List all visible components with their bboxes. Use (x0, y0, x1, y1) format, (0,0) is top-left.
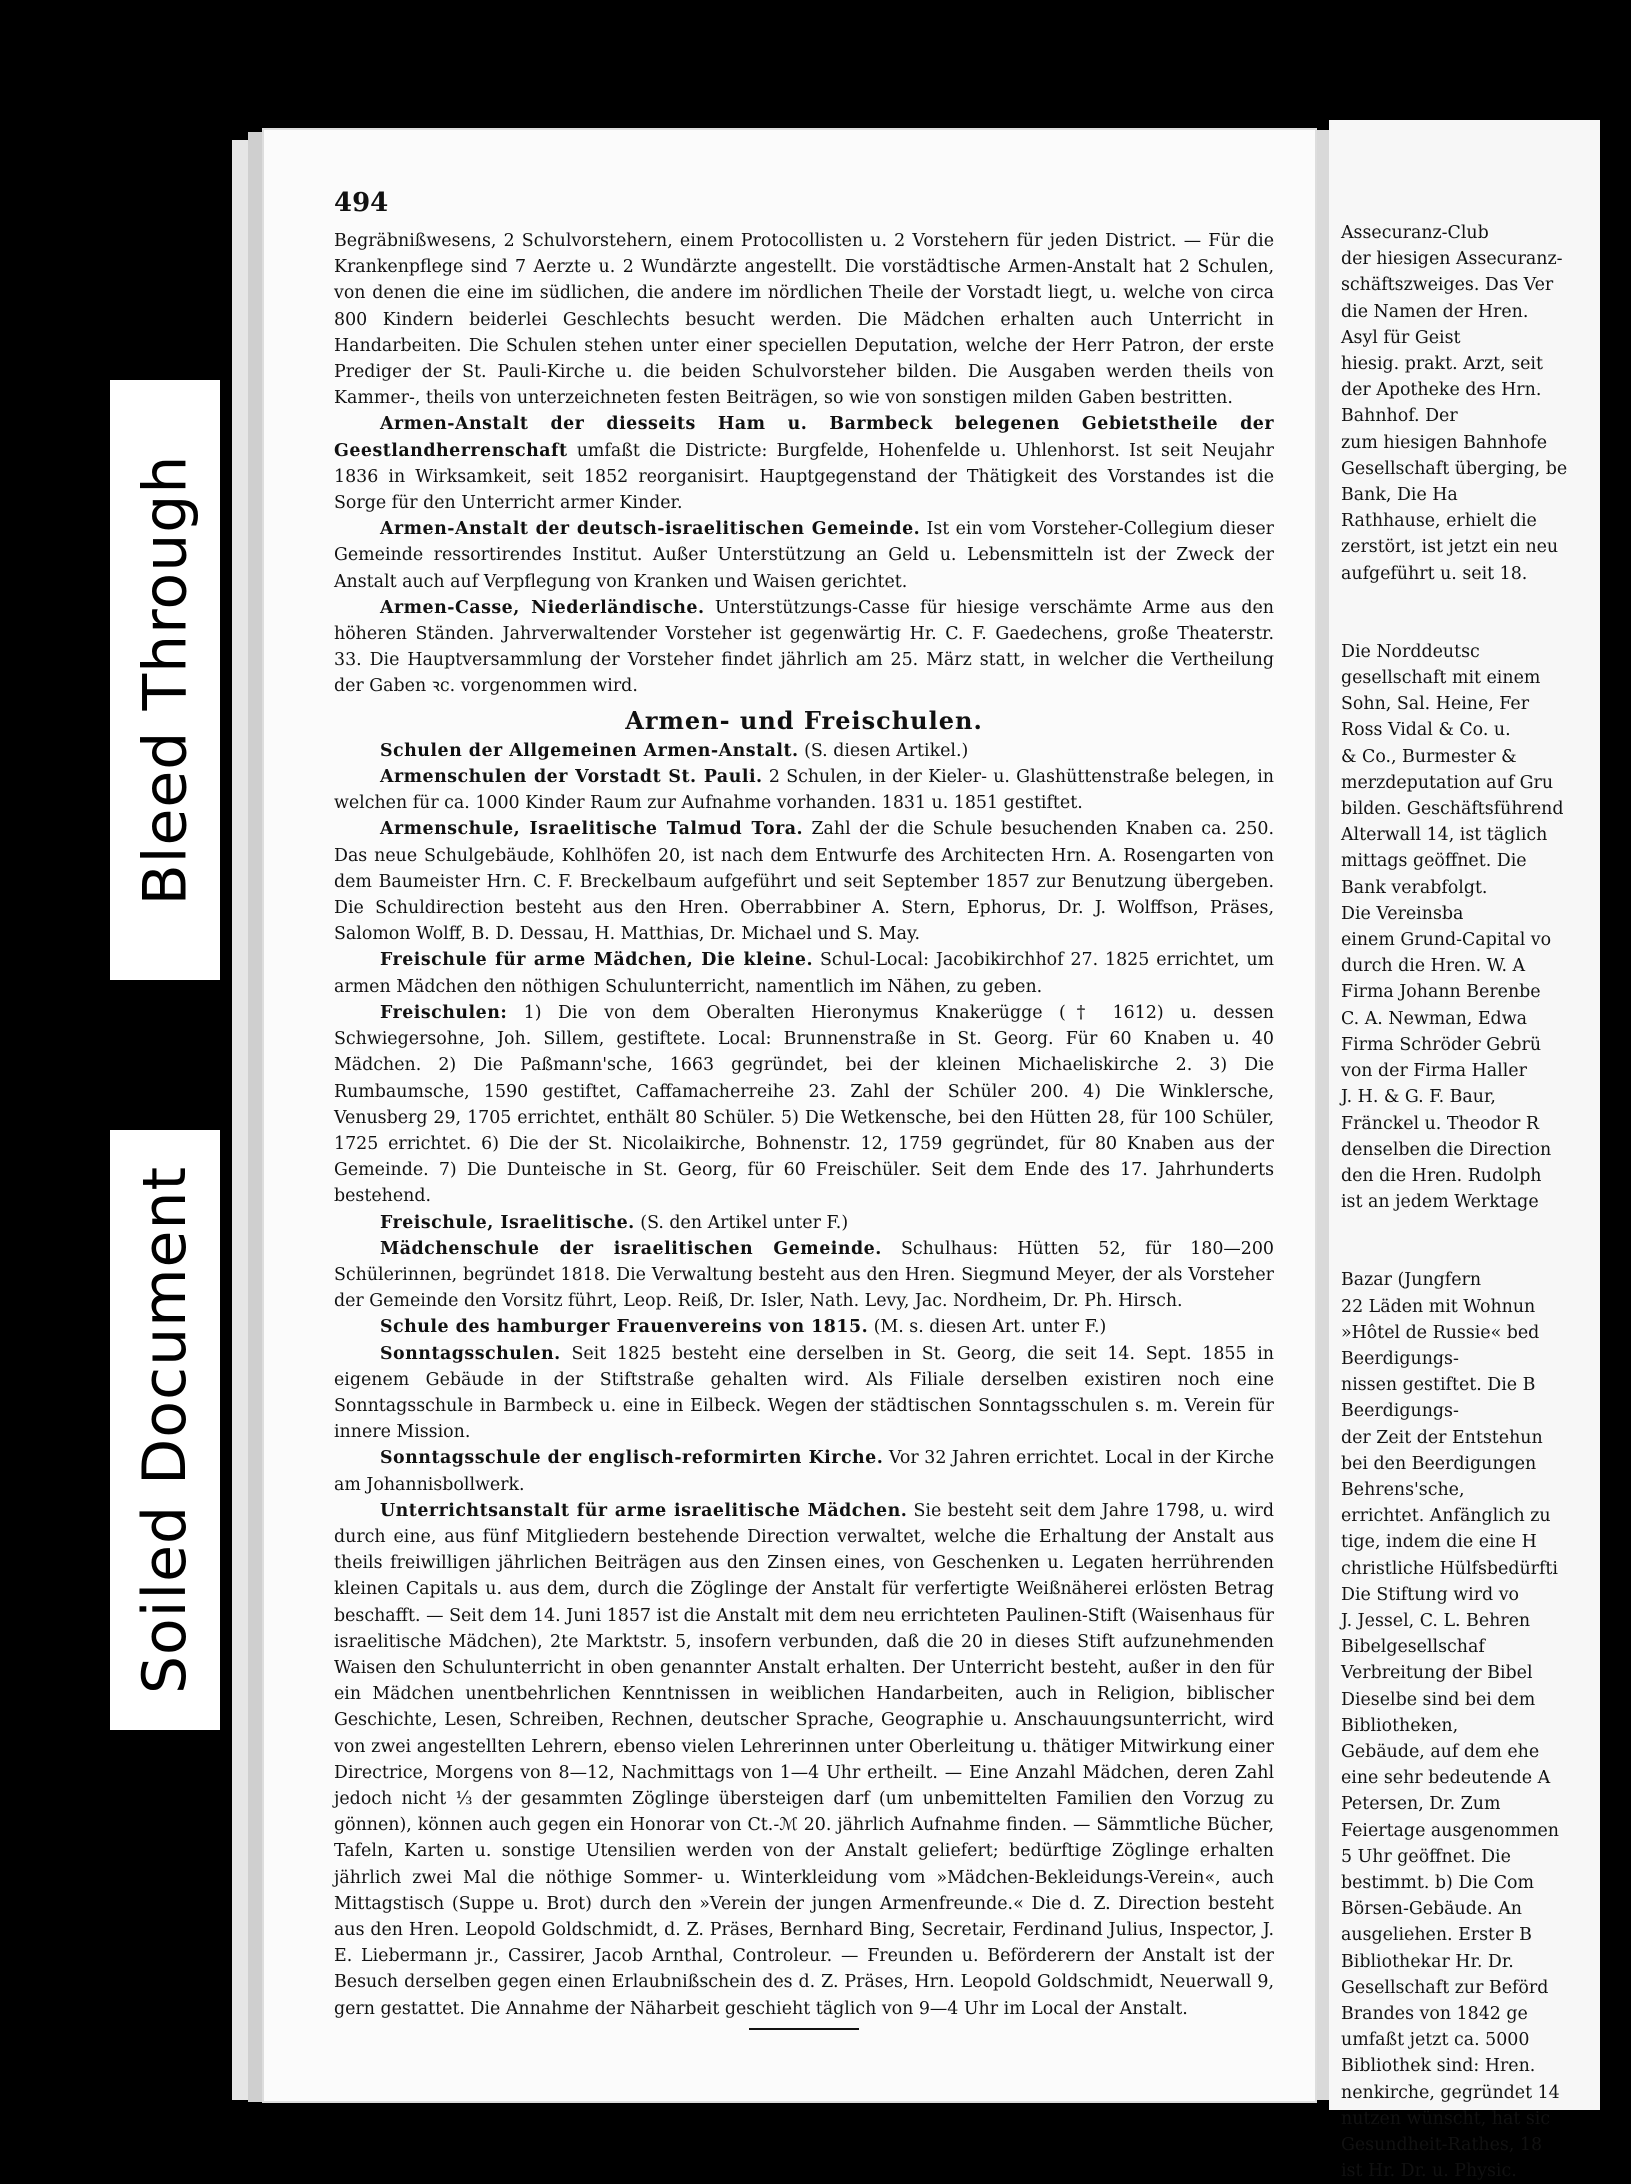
right-page-line: Fränckel u. Theodor R (1341, 1113, 1539, 1134)
bleed-through-text: Bleed Through (130, 454, 201, 906)
right-page-line: der Apotheke des Hrn. (1341, 380, 1542, 401)
right-page-line: Die Vereinsba (1341, 903, 1464, 924)
right-page-line: gesellschaft mit einem (1341, 668, 1541, 689)
entry-text: 1) Die von dem Oberalten Hieronymus Knakerügge († 1612) u. dessen Schwiegersohne, Joh. Sillem, gestiftete. Local: Brunnenstraße in St. Georg. Für 60 Knaben u. 40 Mädchen. 2) Die Paßmann'sche, 1663 gegründet, bei der kleinen Michaeliskirche 2. 3) Die Rumbaumsche, 1590 gestiftet, Caffamacherreihe 23. Zahl der Schüler 200. 4) Die Winklersche, Venusberg 29, 1705 errichtet, enthält 80 Schüler. 5) Die Wetkensche, bei den Hütten 28, für 100 Schüler, 1725 errichtet. 6) Die der St. Nicolaikirche, Bohnenstr. 12, 1759 gegründet, für 80 Knaben aus der Gemeinde. 7) Die Dunteische in St. Georg, für 60 Freischüler. Seit dem Ende des 17. Jahrhunderts bestehend. (334, 1002, 1274, 1207)
entry-paragraph (334, 595, 1274, 700)
right-page-line: die Namen der Hren. (1341, 301, 1529, 322)
right-page-line: Alterwall 14, ist täglich (1341, 825, 1548, 846)
right-page-line: einem Grund-Capital vo (1341, 930, 1552, 951)
page-content (334, 228, 1274, 2030)
right-page-line: Gesundheit-Rathes, 18 (1341, 2135, 1543, 2156)
entry-paragraph (334, 1210, 1274, 1236)
entry-heading: Schulen der Allgemeinen Armen-Anstalt. (380, 740, 799, 761)
entry-text: Unterstützungs-Casse für hiesige verschämte Arme aus den höheren Ständen. Jahrverwaltender Vorsteher ist gegenwärtig Hr. C. F. Gaedechens, große Theaterstr. 33. Die Hauptversammlung der Vorsteher findet jährlich am 25. März statt, in welcher die Vertheilung der Gaben ꝛc. vorgenommen wird. (334, 597, 1274, 697)
entry-paragraph (334, 947, 1274, 999)
right-page-line: nutzen wünscht, hat sic (1341, 2108, 1551, 2129)
entry-paragraph (334, 816, 1274, 947)
entry-text: Ist ein vom Vorsteher-Collegium dieser Gemeinde ressortirendes Institut. Außer Unterstützung an Geld u. Lebensmitteln ist der Zweck der Anstalt auch auf Verpflegung von Kranken und Waisen gerichtet. (334, 519, 1274, 592)
main-page (262, 128, 1317, 2103)
right-page-line: christliche Hülfsbedürfti (1341, 1558, 1558, 1579)
entry-heading: Armenschulen der Vorstadt St. Pauli. (380, 767, 763, 788)
entry-text: Zahl der die Schule besuchenden Knaben ca. 250. Das neue Schulgebäude, Kohlhöfen 20, ist nach dem Entwurfe des Architecten Hrn. A. Rosengarten von dem Baumeister Hrn. C. F. Breckelbaum aufgeführt und seit September 1857 zur Benutzung übergeben. Die Schuldirection besteht aus den Hren. Oberrabbiner A. Stern, Ephorus, Dr. J. Wolffson, Präses, Salomon Wolff, B. D. Dessau, H. Matthias, Dr. Michael und S. May. (334, 819, 1274, 945)
right-page-line: den die Hren. Rudolph (1341, 1165, 1542, 1186)
entry-text: 2 Schulen, in der Kieler- u. Glashüttenstraße belegen, in welchen für ca. 1000 Kinder Raum zur Aufnahme vorhanden. 1831 u. 1851 gestiftet. (334, 767, 1274, 814)
right-page-line: Börsen-Gebäude. An (1341, 1899, 1522, 1920)
entry-text: (M. s. diesen Art. unter F.) (868, 1317, 1107, 1338)
right-page-line: hiesig. prakt. Arzt, seit (1341, 354, 1543, 375)
entry-heading: Armen-Casse, Niederländische. (380, 597, 705, 618)
right-page-line: durch die Hren. W. A (1341, 956, 1526, 977)
entry-text: Sie besteht seit dem Jahre 1798, u. wird durch eine, aus fünf Mitgliedern bestehende Direction verwaltet, welche die Erhaltung der Anstalt aus theils freiwilligen jährlichen Beiträgen aus den Zinsen eines, von Geschenken u. Legaten herrührenden kleinen Capitals u. aus dem, durch die Zöglinge der Anstalt für verfertigte Weißnäherei erlösten Betrag beschafft. — Seit dem 14. Juni 1857 ist die Anstalt mit dem neu errichteten Paulinen-Stift (Waisenhaus für israelitische Mädchen), 2te Marktstr. 5, insofern verbunden, daß die 20 in dieses Stift aufzunehmenden Waisen den Schulunterricht in oben genannter Anstalt erhalten. Der Unterricht besteht, außer in den für ein Mädchen unentbehrlichen Kenntnissen in weiblichen Handarbeiten, auch in Religion, biblischer Geschichte, Lesen, Schreiben, Rechnen, deutscher Sprache, Geographie u. Anschauungsunterricht, wird von zwei angestellten Lehrern, ebenso vielen Lehrerinnen unter Oberleitung u. thätiger Mitwirkung einer Directrice, Morgens von 8—12, Nachmittags von 1—4 Uhr ertheilt. — Eine Anzahl Mädchen, deren Zahl jedoch nicht ⅓ der gesammten Zöglinge übersteigen darf (um unbemittelten Familien den Vorzug zu gönnen), können auch gegen ein Honorar von Ct.-ℳ 20. jährlich Aufnahme finden. — Sämmtliche Bücher, Tafeln, Karten u. sonstige Utensilien werden von der Anstalt geliefert; bedürftige Zöglinge erhalten jährlich zwei Mal die nöthige Sommer- u. Winterkleidung vom »Mädchen-Bekleidungs-Verein«, auch Mittagstisch (Suppe u. Brot) durch den »Verein der jungen Armenfreunde.« Die d. Z. Direction besteht aus den Hren. Leopold Goldschmidt, d. Z. Präses, Bernhard Bing, Secretair, Ferdinand Julius, Inspector, J. E. Liebermann jr., Cassirer, Jacob Arnthal, Controleur. — Freunden u. Beförderern der Anstalt ist der Besuch derselben gegen einen Erlaubnißschein des d. Z. Präses, Hrn. Leopold Goldschmidt, Neuerwall 9, gern gestattet. Die Annahme der Näharbeit geschieht täglich von 9—4 Uhr im Local der Anstalt. (334, 1500, 1274, 2019)
bleed-through-label (110, 380, 220, 980)
entry-heading: Mädchenschule der israelitischen Gemeinde. (380, 1238, 882, 1259)
entry-paragraph (334, 411, 1274, 516)
right-page-line: 5 Uhr geöffnet. Die (1341, 1846, 1511, 1867)
entry-paragraph (334, 516, 1274, 595)
entry-paragraph (334, 228, 1274, 411)
right-page-line: Beerdigungs- (1341, 1401, 1459, 1422)
right-page-line: 22 Läden mit Wohnun (1341, 1296, 1536, 1317)
book-gutter (1317, 130, 1329, 2100)
right-page-line: schäftszweiges. Das Ver (1341, 275, 1554, 296)
right-page-line: der hiesigen Assecuranz- (1341, 249, 1563, 270)
right-page-line: bestimmt. b) Die Com (1341, 1872, 1534, 1893)
entry-paragraph (334, 1498, 1274, 2022)
entry-heading: Armen-Anstalt der diesseits Ham u. Barmbeck belegenen Gebietstheile der Geestlandherrenschaft (334, 414, 1274, 461)
right-page-line: ist an jedem Werktage (1341, 1192, 1539, 1213)
right-page-line: Verbreitung der Bibel (1341, 1663, 1533, 1684)
entry-heading: Sonntagsschule der englisch-reformirten Kirche. (380, 1448, 884, 1469)
right-page-line: denselben die Direction (1341, 1139, 1552, 1160)
section-title: Armen- und Freischulen. (625, 705, 983, 735)
right-page-line: Die Stiftung wird vo (1341, 1584, 1519, 1605)
entry-heading: Schule des hamburger Frauenvereins von 1815. (380, 1317, 869, 1338)
entry-text: umfaßt die Districte: Burgfelde, Hohenfelde u. Uhlenhorst. Ist seit Neujahr 1836 in Wirksamkeit, seit 1852 reorganisirt. Hauptgegenstand der Thätigkeit des Vorstandes ist die Sorge für den Unterricht armer Kinder. (334, 440, 1274, 514)
right-page-line: Bibliothekar Hr. Dr. (1341, 1951, 1514, 1972)
right-page-line: Gebäude, auf dem ehe (1341, 1741, 1540, 1762)
right-page-line: bei den Beerdigungen (1341, 1453, 1537, 1474)
right-page-line: Sohn, Sal. Heine, Fer (1341, 694, 1530, 715)
entry-paragraph (334, 764, 1274, 816)
right-page-line: von der Firma Haller (1341, 1061, 1527, 1082)
right-page-line: der Zeit der Entstehun (1341, 1427, 1543, 1448)
right-page-line: Beerdigungs- (1341, 1348, 1459, 1369)
entry-paragraph (334, 1000, 1274, 1210)
right-page-line: & Co., Burmester & (1341, 746, 1517, 767)
entry-heading: Armenschule, Israelitische Talmud Tora. (380, 819, 804, 840)
entry-paragraph (334, 1445, 1274, 1497)
right-page-line: errichtet. Anfänglich zu (1341, 1506, 1551, 1527)
entry-text: Seit 1825 besteht eine derselben in St. Georg, die seit 14. Sept. 1855 in eigenem Gebäude in der Stiftstraße gehalten wird. Als Filiale derselben existiren noch eine Sonntagsschule in Barmbeck u. eine in Eilbeck. Wegen der städtischen Sonntagsschulen s. m. Verein für innere Mission. (334, 1343, 1274, 1443)
right-page-line: tige, indem die eine H (1341, 1532, 1537, 1553)
right-page-line: Feiertage ausgenommen (1341, 1820, 1559, 1841)
right-page-line: Die Norddeutsc (1341, 641, 1480, 662)
entry-text: (S. den Artikel unter F.) (634, 1212, 849, 1233)
right-page-line: C. A. Newman, Edwa (1341, 1008, 1527, 1029)
entry-heading: Sonntagsschulen. (380, 1343, 561, 1364)
right-page-line: Bank verabfolgt. (1341, 877, 1488, 898)
entry-text: Schulhaus: Hütten 52, für 180—200 Schülerinnen, begründet 1818. Die Verwaltung besteht aus den Hren. Siegmund Meyer, der als Vorsteher der Gemeinde den Vorsitz führt, Leop. Reiß, Dr. Isler, Nath. Levy, Jac. Nordheim, Dr. Ph. Hirsch. (334, 1238, 1274, 1312)
right-page-line: aufgeführt u. seit 18. (1341, 563, 1528, 584)
right-page-line: Firma Johann Berenbe (1341, 982, 1541, 1003)
right-page-line: Assecuranz-Club (1341, 223, 1489, 243)
entry-text: (S. diesen Artikel.) (798, 740, 969, 761)
right-page-line: »Hôtel de Russie« bed (1341, 1322, 1540, 1343)
right-page-line: nissen gestiftet. Die B (1341, 1375, 1536, 1396)
right-page-line: eine sehr bedeutende A (1341, 1768, 1551, 1789)
entry-text: Begräbnißwesens, 2 Schulvorstehern, einem Protocollisten u. 2 Vorstehern für jeden District. — Für die Krankenpflege sind 7 Aerzte u. 2 Wundärzte angestellt. Die vorstädtische Armen-Anstalt hat 2 Schulen, von denen die eine im südlichen, die andere im nördlichen Theile der Vorstadt liegt, u. welche von circa 800 Kindern beiderlei Geschlechts besucht werden. Die Mädchen erhalten auch Unterricht in Handarbeiten. Die Schulen stehen unter einer speciellen Deputation, welche der Herr Patron, der erste Prediger der St. Pauli-Kirche u. die beiden Schulvorsteher bilden. Die Ausgaben werden theils von Kammer-, theils von unterzeichneten festen Beiträgen, so wie von sonstigen milden Gaben bestritten. (334, 231, 1274, 409)
right-page-content (1341, 220, 1631, 2184)
right-page-line: zerstört, ist jetzt ein neu (1341, 537, 1559, 558)
right-page-line: Asyl für Geist (1341, 327, 1461, 348)
right-page-fragment (1329, 120, 1600, 2182)
entry-heading: Freischule, Israelitische. (380, 1212, 635, 1233)
right-page-line: Gesellschaft überging, be (1341, 458, 1568, 479)
right-page-line: Behrens'sche, (1341, 1479, 1465, 1500)
right-page-line: zum hiesigen Bahnhofe (1341, 432, 1548, 453)
soiled-document-text: Soiled Document (130, 1165, 201, 1695)
right-page-line: Rathhause, erhielt die (1341, 511, 1537, 532)
right-page-line: mittags geöffnet. Die (1341, 851, 1527, 872)
entry-text: Schul-Local: Jacobikirchhof 27. 1825 errichtet, um armen Mädchen den nöthigen Schulunterricht, namentlich im Nähen, zu geben. (334, 950, 1275, 997)
right-page-line: ausgeliehen. Erster B (1341, 1925, 1532, 1946)
right-page-line: ist Hr. Dr. u. Physic. (1341, 2161, 1517, 2182)
right-page-line: Brandes von 1842 ge (1341, 2004, 1528, 2024)
right-page-line: J. Jessel, C. L. Behren (1341, 1610, 1531, 1631)
right-page-line: Gesellschaft zur Beförd (1341, 1977, 1549, 1998)
right-page-line: Ross Vidal & Co. u. (1341, 720, 1511, 741)
entry-heading: Freischule für arme Mädchen, Die kleine. (380, 950, 814, 971)
right-page-line: merzdeputation auf Gru (1341, 772, 1554, 793)
right-page-line: Bibliothek sind: Hren. (1341, 2056, 1536, 2077)
right-page-line: bilden. Geschäftsführend (1341, 799, 1564, 820)
entry-paragraph (334, 1236, 1274, 1315)
entry-text: Vor 32 Jahren errichtet. Local in der Kirche am Johannisbollwerk. (334, 1448, 1274, 1495)
right-page-line: Bibelgesellschaf (1341, 1637, 1485, 1658)
entry-paragraph (334, 738, 1274, 764)
right-page-line: Firma Schröder Gebrü (1341, 1034, 1542, 1055)
right-page-line: umfaßt jetzt ca. 5000 (1341, 2030, 1530, 2051)
right-page-line: Dieselbe sind bei dem (1341, 1689, 1536, 1710)
right-page-line: Bibliotheken, (1341, 1715, 1459, 1736)
right-page-line: Bazar (Jungfern (1341, 1270, 1482, 1291)
right-page-line: Petersen, Dr. Zum (1341, 1794, 1501, 1815)
end-rule (749, 2028, 859, 2030)
soiled-document-label (110, 1130, 220, 1730)
entry-paragraph (334, 1314, 1274, 1340)
right-page-line: nenkirche, gegründet 14 (1341, 2082, 1560, 2103)
entry-heading: Unterrichtsanstalt für arme israelitische Mädchen. (380, 1500, 908, 1521)
entry-heading: Armen-Anstalt der deutsch-israelitischen Gemeinde. (380, 519, 921, 540)
right-page-line (1341, 1215, 1631, 1267)
entry-paragraph (334, 1341, 1274, 1446)
right-page-line: Bahnhof. Der (1341, 406, 1458, 427)
page-number: 494 (334, 188, 389, 218)
entry-heading: Freischulen: (380, 1002, 508, 1023)
right-page-line: Bank, Die Ha (1341, 485, 1458, 506)
right-page-line (1341, 587, 1631, 639)
right-page-line: J. H. & G. F. Baur, (1341, 1087, 1496, 1108)
